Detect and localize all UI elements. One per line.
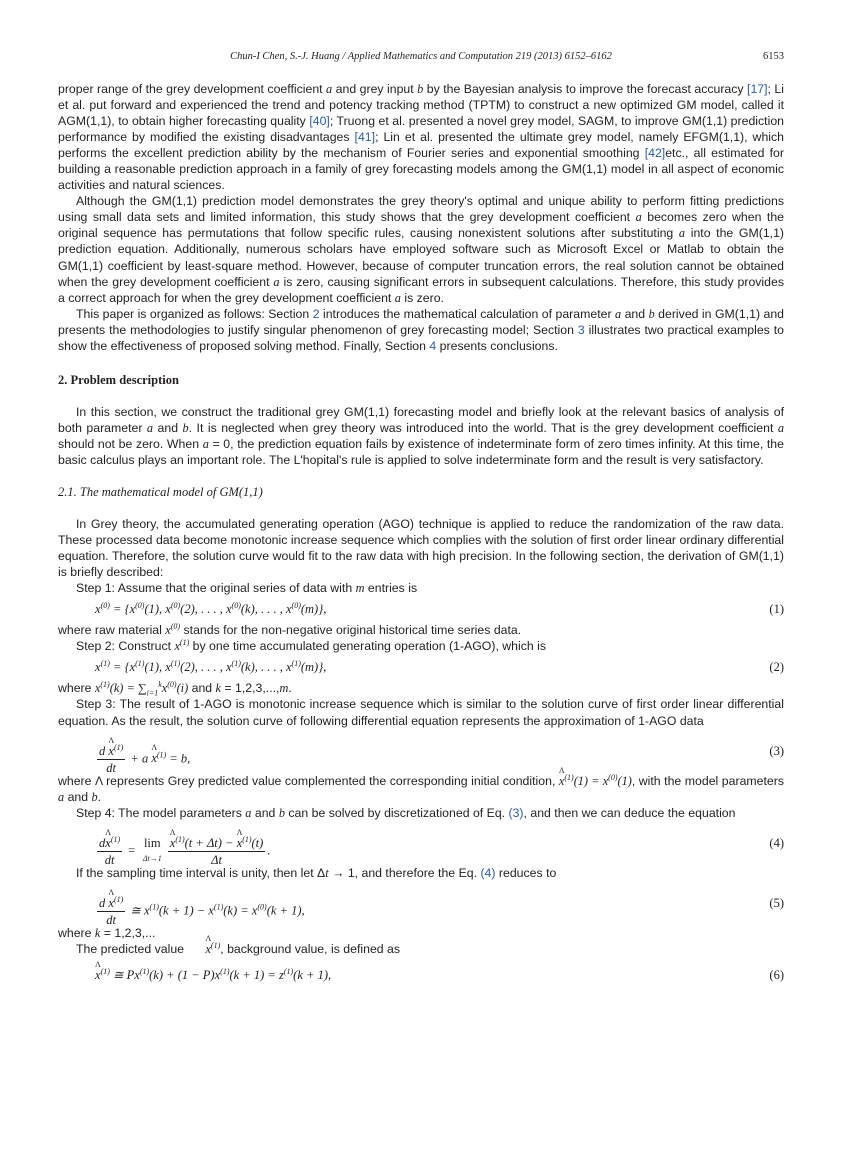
equation-3 (58, 729, 784, 773)
citation-42[interactable]: [42] (644, 146, 666, 161)
section-link-4[interactable]: 4 (429, 338, 437, 353)
equation-1-number: (1) (769, 602, 784, 617)
equation-4-number: (4) (769, 835, 784, 850)
intro-paragraph-1: proper range of the grey development coefficient a and grey input b by the Bayesian analysis to improve the forecast accuracy [17]; Li et al. put forward and experienced the trend and potency tracking method (TPTM) to construct a new optimized GM model, called it AGM(1,1), to obtain higher forecasting quality [40]; Truong et al. presented a novel grey model, SAGM, to improve GM(1,1) prediction performance by modified the existing disadvantages [41]; Lin et al. presented the ultimate grey model, namely EFGM(1,1), which performs the excellent prediction ability by the mechanism of Fourier series and exponential smoothing [42]etc., all estimated for building a reasonable prediction approach in a family of grey forecasting models among the GM(1,1) model in all aspect of economic activities and natural sciences. (58, 82, 784, 193)
citation-17[interactable]: [17] (747, 82, 768, 96)
section-link-2[interactable]: 2 (312, 306, 320, 321)
equation-4 (58, 821, 784, 865)
equation-3-formula: $\frac{d \Lambda x^{(1)}}{dt}$ + a Λ $x^{(1)} = b$, (95, 743, 190, 776)
after-eq-1: where raw material $x^{(0)}$ stands for the non-negative original historical time series data. (58, 622, 522, 638)
equation-2-number: (2) (769, 660, 784, 675)
equation-2-formula: $x^{(1)} = \{x^{(1)}(1)$, $x^{(1)}(2)$, . . . , $x^{(1)}(k)$, . . . , $x^{(1)}(m)$}, (95, 659, 327, 675)
after-eq-4: If the sampling time interval is unity, then let Δt → 1, and therefore the Eq. (4) reduces to (76, 865, 557, 880)
page-number: 6153 (763, 51, 784, 62)
section2-paragraph: In this section, we construct the traditional grey GM(1,1) forecasting model and briefly look at the relevant basics of analysis of both parameter a and b. It is neglected when grey theory was introduced into the world. That is the grey development coefficient a should not be zero. When a = 0, the prediction equation fails by existence of indeterminate form of zero times infinity. At this time, the basic calculus plays an important role. The L'hopital's rule is applied to solve indeterminate form and the result is very satisfactory. (58, 404, 784, 467)
body-text (58, 81, 784, 989)
citation-40[interactable]: [40] (309, 114, 330, 129)
predicted-value-text: The predicted value Λ $x^{(1)}$, background value, is defined as (58, 941, 784, 957)
equation-5-number: (5) (769, 895, 784, 910)
equation-2 (58, 654, 784, 680)
equation-1-formula: $x^{(0)} = \{x^{(0)}(1)$, $x^{(0)}(2)$, . . . , $x^{(0)}(k)$, . . . , $x^{(0)}(m)$}, (95, 601, 327, 617)
equation-6-number: (6) (769, 967, 784, 982)
citation-41[interactable]: [41] (354, 130, 376, 145)
equation-5 (58, 881, 784, 925)
eq-link-3[interactable]: (3) (508, 805, 524, 820)
intro-paragraph-2: Although the GM(1,1) prediction model demonstrates the grey theory's optimal and unique ability to perform fitting predictions using small data sets and limited information, this study shows that the grey development coefficient a becomes zero when the original sequence has permutations that follow specific rules, causing nonexistent solutions after substituting a into the GM(1,1) prediction equation. Additionally, numerous scholars have employed software such as Microsoft Excel or Matlab to obtain the GM(1,1) coefficient by least-square method. However, because of computer truncation errors, the real solution cannot be obtained when the grey development coefficient a is zero, causing significant errors in subsequent calculations. Therefore, this study provides a correct approach for when the grey development coefficient a is zero. (58, 194, 785, 305)
section-link-3[interactable]: 3 (577, 322, 585, 337)
section21-paragraph: In Grey theory, the accumulated generating operation (AGO) technique is applied to reduce the randomization of the raw data. These processed data become monotonic increase sequence which complies with the solution of first order linear ordinary differential equation. Therefore, the solution curve would fit to the raw data with high precision. In the following section, the derivation of GM(1,1) is briefly described: (58, 517, 784, 580)
step-3: Step 3: The result of 1-AGO is monotonic increase sequence which is similar to the solution curve of first order linear differential equation. As the result, the solution curve of following differential equation represents the approximation of 1-AGO data (58, 697, 784, 728)
equation-3-number: (3) (769, 743, 784, 758)
running-title: Chun-I Chen, S.-J. Huang / Applied Mathematics and Computation 219 (2013) 6152–6162 (230, 51, 612, 62)
subsection-heading-2-1: 2.1. The mathematical model of GM(1,1) (58, 485, 263, 500)
equation-6 (58, 957, 784, 989)
equation-5-formula: $\frac{d \Lambda x^{(1)}}{dt}$ ≅ $x^{(1)}(k + 1) - x^{(1)}(k) = x^{(0)}(k + 1)$, (95, 895, 305, 928)
intro-paragraph-3: This paper is organized as follows: Section 2 introduces the mathematical calculation of parameter a and b derived in GM(1,1) and presents the methodologies to justify singular phenomenon of grey forecasting model; Section 3 illustrates two practical examples to show the effectiveness of proposed solving method. Finally, Section 4 presents conclusions. (58, 306, 784, 353)
eq-link-4[interactable]: (4) (480, 865, 496, 880)
step-2: Step 2: Construct $x^{(1)}$ by one time accumulated generating operation (1-AGO), which is (76, 638, 547, 654)
after-eq-5: where k = 1,2,3,... (58, 925, 156, 940)
step-4: Step 4: The model parameters a and b can be solved by discretizationed of Eq. (3), and then we can deduce the equation (76, 805, 736, 820)
section-heading-2: 2. Problem description (58, 372, 179, 387)
after-eq-2: where $x^{(1)}(k) = \sum_{i=1}^kx^{(0)}(i)$ and k = 1,2,3,...,m. (58, 680, 292, 698)
after-eq-3: where Λ represents Grey predicted value complemented the corresponding initial condition, Λ $x^{(1)}(1) = x^{(0)}(1)$, with the model parameters a and b. (58, 773, 784, 805)
equation-4-formula: $\frac{d\Lambda x^{(1)}}{dt}$ = lim Δt→1 Λ $\frac{x^{(1)}(t + \Delta t) - \Lambda x^{(1)}(t)}{\Delta t}$ . (95, 835, 270, 868)
equation-1 (58, 596, 784, 622)
step-1: Step 1: Assume that the original series of data with m entries is (76, 581, 418, 596)
equation-6-formula: Λ $x^{(1)}$ ≅ $Px^{(1)}(k) + (1 - P)x^{(1)}(k + 1) = z^{(1)}(k + 1)$, (95, 967, 331, 983)
running-header (58, 51, 784, 67)
